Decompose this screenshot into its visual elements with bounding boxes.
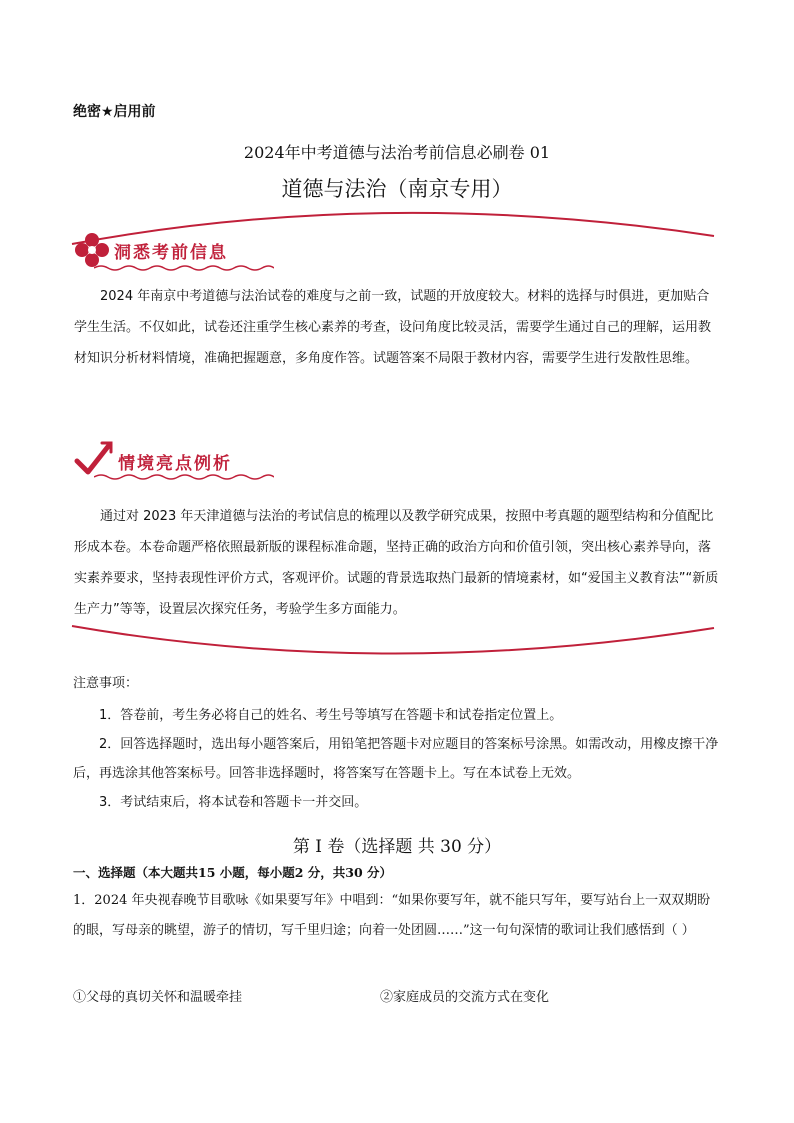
exam-title: 2024年中考道德与法治考前信息必刷卷 01: [243, 143, 551, 162]
option-2: ②家庭成员的交流方式在变化: [380, 990, 550, 1005]
notes-block: [73, 673, 723, 817]
note-item: 1．答卷前，考生务必将自己的姓名、考生号等填写在答题卡和试卷指定位置上。: [99, 708, 563, 723]
note-item: 2．回答选择题时，选出每小题答案后，用铅笔把答题卡对应题目的答案标号涂黑。如需改动，用橡皮擦干净后，再选涂其他答案标号。回答非选择题时，将答案写在答题卡上。写在本试卷上无效。: [73, 737, 719, 781]
section1-paragraph: 2024 年南京中考道德与法治试卷的难度与之前一致，试题的开放度较大。材料的选择与时俱进，更加贴合学生生活。不仅如此，试卷还注重学生核心素养的考查，设问角度比较灵活，需要学生通过自己的理解，运用教材知识分析材料情境，准确把握题意，多角度作答。试题答案不局限于教材内容，需要学生进行发散性思维。: [74, 289, 712, 366]
option-1: ①父母的真切关怀和温暖牵挂: [73, 990, 243, 1005]
section-heading-text: 情境亮点例析: [118, 454, 232, 474]
section2-paragraph: 通过对 2023 年天津道德与法治的考试信息的梳理以及教学研究成果，按照中考真题的题型结构和分值配比形成本卷。本卷命题严格依照最新版的课程标准命题，坚持正确的政治方向和价值引领，突出核心素养导向，落实素养要求，坚持表现性评价方式，客观评价。试题的背景选取热门最新的情境素材，如“爱国主义教育法”“新质生产力”等等，设置层次探究任务，考验学生多方面能力。: [74, 509, 719, 617]
section-heading-text: 洞悉考前信息: [114, 243, 228, 263]
subject-title: 道德与法治（南京专用）: [281, 177, 513, 201]
section-head: 一、选择题（本大题共15 小题，每小题2 分，共30 分）: [73, 865, 393, 880]
confidential-label: 绝密★启用前: [73, 104, 156, 120]
note-item: 3．考试结束后，将本试卷和答题卡一并交回。: [99, 795, 368, 810]
notes-title: 注意事项：: [73, 676, 139, 691]
question-1: 1．2024 年央视春晚节目歌咏《如果要写年》中唱到：“如果你要写年，就不能只写年，要写站台上一双双期盼的眼，写母亲的眺望，游子的情切，写千里归途；向着一处团圆……”这一句句深情的歌词让我们感悟到（ ）: [73, 893, 711, 938]
wavy-underline: [94, 473, 274, 481]
part-title: 第 I 卷（选择题 共 30 分）: [292, 837, 502, 857]
flower-icon: [74, 232, 110, 268]
wavy-underline: [94, 264, 274, 272]
